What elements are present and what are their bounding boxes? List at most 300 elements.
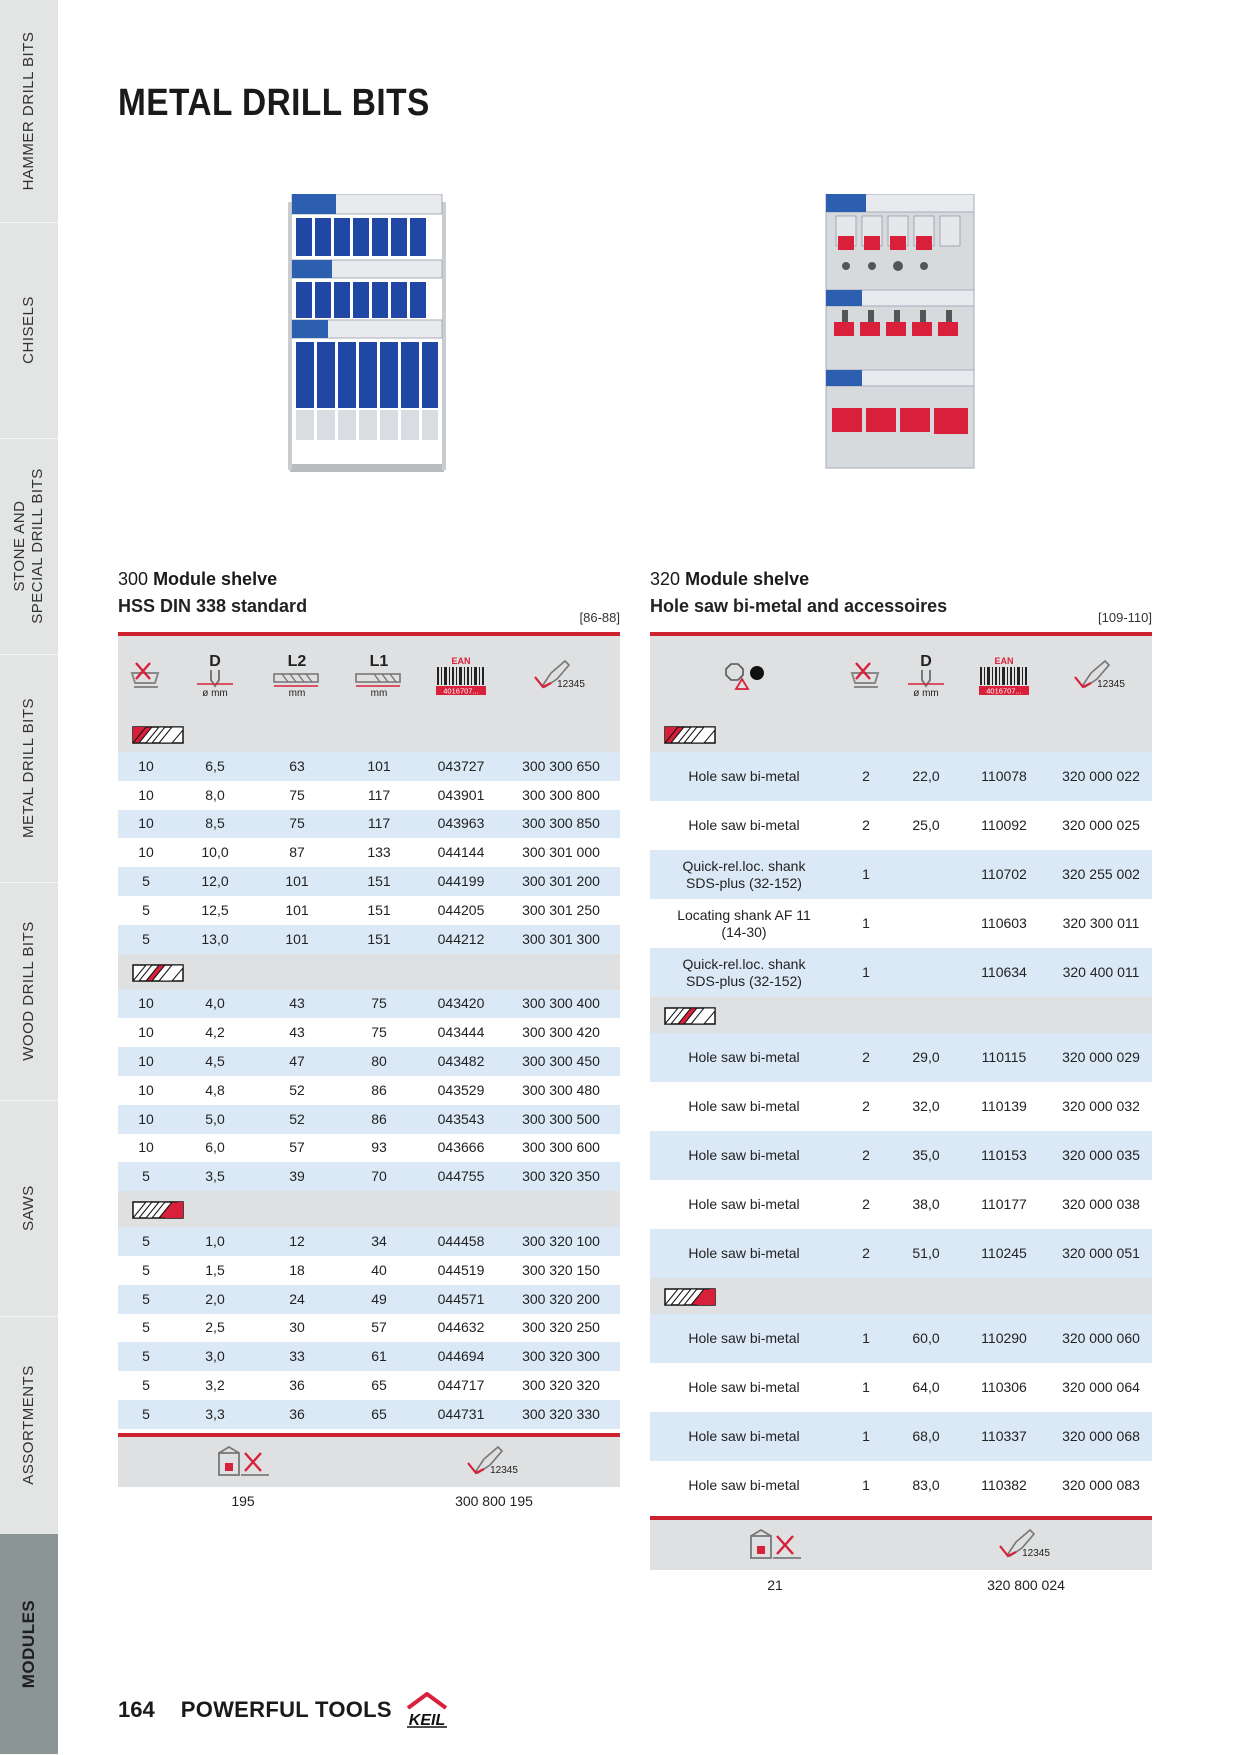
module-320-table-body — [650, 716, 1152, 1510]
ean-code: 044571 — [437, 1290, 485, 1307]
diameter — [894, 850, 958, 899]
article-number: 300 320 100 — [522, 1233, 600, 1250]
ean-code: 110177 — [981, 1196, 1027, 1212]
diameter: 68,0 — [912, 1428, 940, 1444]
tab-label: STONE AND SPECIAL DRILL BITS — [11, 468, 46, 624]
table-row — [118, 896, 620, 925]
ean-label: EAN — [451, 656, 471, 666]
total-length: 101 — [367, 757, 391, 774]
diameter: 4,8 — [205, 1081, 225, 1098]
page-footer — [118, 1692, 450, 1728]
ean-code: 043963 — [437, 815, 485, 832]
table-row — [650, 1314, 1152, 1363]
total-length: 40 — [371, 1261, 387, 1278]
pack-quantity: 5 — [142, 1290, 150, 1307]
flute-length: 75 — [289, 815, 305, 832]
flute-length: 52 — [289, 1081, 305, 1098]
ean-code: 110078 — [981, 768, 1027, 784]
page-reference: [86-88] — [579, 610, 620, 625]
diameter: 22,0 — [912, 768, 940, 784]
pack-quantity: 5 — [142, 873, 150, 890]
tab-label: ASSORTMENTS — [20, 1365, 37, 1485]
ean-code: 110634 — [981, 964, 1027, 980]
ean-code: 044694 — [437, 1348, 485, 1365]
cutter-type-icon — [132, 726, 184, 744]
diameter-header — [174, 636, 256, 716]
diameter: 35,0 — [912, 1147, 940, 1163]
article-number-label: 12345 — [1022, 1548, 1050, 1559]
pack-quantity: 5 — [142, 1261, 150, 1278]
article-number: 300 300 850 — [522, 815, 600, 832]
flute-length: 24 — [289, 1290, 305, 1307]
diameter: 38,0 — [912, 1196, 940, 1212]
table-row — [118, 1342, 620, 1371]
tab-chisels[interactable] — [0, 222, 58, 439]
product-name: Hole saw bi-metal — [688, 1245, 800, 1261]
article-number: 300 300 650 — [522, 757, 600, 774]
total-length: 34 — [371, 1233, 387, 1250]
total-length: 65 — [371, 1377, 387, 1394]
ean-code: 044212 — [437, 930, 485, 947]
tab-wood-drill-bits[interactable] — [0, 882, 58, 1101]
article-number-icon — [502, 636, 620, 716]
article-number-label: 12345 — [1097, 679, 1125, 690]
diameter: 64,0 — [912, 1379, 940, 1395]
page-title: METAL DRILL BITS — [118, 82, 430, 124]
total-length: 49 — [371, 1290, 387, 1307]
display-footer-header — [650, 1520, 1152, 1570]
diameter-unit: ø mm — [913, 687, 939, 699]
article-number: 300 320 250 — [522, 1319, 600, 1336]
tab-saws[interactable] — [0, 1100, 58, 1317]
ean-code: 043543 — [437, 1110, 485, 1127]
ean-prefix: 4016707... — [986, 686, 1022, 696]
module-name: Module shelve — [685, 569, 810, 589]
total-length: 70 — [371, 1168, 387, 1185]
pack-quantity: 5 — [142, 1168, 150, 1185]
ean-code: 044717 — [437, 1377, 485, 1394]
tab-stone-and-special-drill-bits[interactable] — [0, 438, 58, 655]
pack-quantity: 5 — [142, 1377, 150, 1394]
diameter — [894, 948, 958, 997]
pack-quantity: 10 — [138, 1053, 154, 1070]
article-number: 300 320 330 — [522, 1405, 600, 1422]
diameter: 60,0 — [912, 1330, 940, 1346]
table-row — [118, 781, 620, 810]
pack-quantity: 5 — [142, 1405, 150, 1422]
article-number: 320 000 064 — [1062, 1379, 1140, 1395]
flute-length: 39 — [289, 1168, 305, 1185]
diameter: 3,5 — [205, 1168, 225, 1185]
table-row — [118, 1285, 620, 1314]
table-row — [118, 990, 620, 1019]
table-row — [118, 1134, 620, 1163]
table-row — [650, 1461, 1152, 1510]
table-row — [650, 899, 1152, 948]
diameter: 4,2 — [205, 1024, 225, 1041]
module-name: Module shelve — [153, 569, 278, 589]
table-row — [118, 1047, 620, 1076]
table-row — [118, 1400, 620, 1429]
pack-quantity: 5 — [142, 1233, 150, 1250]
ean-code: 110153 — [981, 1147, 1027, 1163]
product-name: Hole saw bi-metal — [688, 1477, 800, 1493]
product-name: Hole saw bi-metal — [688, 1196, 800, 1212]
product-name: Hole saw bi-metal — [688, 1428, 800, 1444]
l2-header — [256, 636, 338, 716]
ean-code: 043444 — [437, 1024, 485, 1041]
section-subtitle: HSS DIN 338 standard — [118, 596, 308, 616]
drill-tip-icon — [906, 670, 946, 688]
ean-barcode-icon — [420, 636, 502, 716]
table-row — [650, 1131, 1152, 1180]
cutter-group-header — [118, 716, 620, 752]
product-name: Hole saw bi-metal — [688, 1147, 800, 1163]
article-number: 300 320 350 — [522, 1168, 600, 1185]
diameter: 8,5 — [205, 815, 225, 832]
flute-length: 101 — [285, 901, 309, 918]
ean-code: 044199 — [437, 873, 485, 890]
section-title — [118, 566, 620, 593]
table-row — [118, 1162, 620, 1191]
article-number: 320 255 002 — [1062, 866, 1140, 882]
article-number: 300 301 250 — [522, 901, 600, 918]
article-number: 300 300 500 — [522, 1110, 600, 1127]
article-number: 300 320 300 — [522, 1348, 600, 1365]
flute-length-icon — [272, 670, 322, 688]
article-number: 320 400 011 — [1062, 964, 1140, 980]
article-number: 320 000 060 — [1062, 1330, 1140, 1346]
display-quantity-icon — [650, 1520, 900, 1570]
article-number: 320 300 011 — [1062, 915, 1140, 931]
total-length: 75 — [371, 1024, 387, 1041]
flute-length: 43 — [289, 1024, 305, 1041]
display-quantity-icon — [118, 1437, 368, 1487]
ean-code: 043482 — [437, 1053, 485, 1070]
ean-code: 044632 — [437, 1319, 485, 1336]
total-length: 75 — [371, 995, 387, 1012]
tab-hammer-drill-bits[interactable] — [0, 0, 58, 223]
cutter-type-icon — [664, 726, 716, 744]
total-length: 80 — [371, 1053, 387, 1070]
diameter: 29,0 — [912, 1049, 940, 1065]
pack-quantity: 2 — [862, 1245, 870, 1261]
article-number: 320 000 022 — [1062, 768, 1140, 784]
diameter: 4,0 — [205, 995, 225, 1012]
diameter: 4,5 — [205, 1053, 225, 1070]
tab-label: METAL DRILL BITS — [20, 698, 37, 838]
diameter: 8,0 — [205, 786, 225, 803]
article-number-label: 12345 — [557, 679, 585, 690]
pack-quantity: 1 — [862, 1477, 870, 1493]
article-number: 320 000 029 — [1062, 1049, 1140, 1065]
diameter: 10,0 — [201, 844, 229, 861]
display-quantity: 21 — [767, 1576, 783, 1593]
flute-length: 36 — [289, 1405, 305, 1422]
flute-length: 87 — [289, 844, 305, 861]
total-length: 151 — [367, 873, 391, 890]
module-320-section — [650, 566, 1152, 1600]
pack-quantity: 10 — [138, 1110, 154, 1127]
tab-modules[interactable] — [0, 1534, 58, 1755]
flute-length: 63 — [289, 757, 305, 774]
product-name: Hole saw bi-metal — [688, 1330, 800, 1346]
article-number: 300 300 800 — [522, 786, 600, 803]
table-row — [650, 1033, 1152, 1082]
ean-code: 110702 — [981, 866, 1027, 882]
ean-code: 043727 — [437, 757, 485, 774]
total-length: 117 — [367, 786, 391, 803]
module-shelve-300-image — [284, 194, 450, 474]
article-number: 300 320 200 — [522, 1290, 600, 1307]
diameter-label: D — [920, 652, 932, 670]
ean-barcode-icon — [958, 636, 1050, 716]
cutter-group-header — [118, 954, 620, 990]
tab-assortments[interactable] — [0, 1316, 58, 1535]
tab-label: HAMMER DRILL BITS — [20, 31, 37, 191]
pack-quantity: 10 — [138, 844, 154, 861]
display-article-number-icon — [900, 1520, 1152, 1570]
ean-code: 110245 — [981, 1245, 1027, 1261]
ean-code: 110382 — [981, 1477, 1027, 1493]
ean-code: 044458 — [437, 1233, 485, 1250]
article-number: 300 301 000 — [522, 844, 600, 861]
footer-slogan: POWERFUL TOOLS — [180, 1697, 392, 1722]
diameter — [894, 899, 958, 948]
diameter: 3,2 — [205, 1377, 225, 1394]
table-row — [650, 1412, 1152, 1461]
article-number: 320 000 068 — [1062, 1428, 1140, 1444]
diameter: 5,0 — [205, 1110, 225, 1127]
article-number: 320 000 025 — [1062, 817, 1140, 833]
product-name: Hole saw bi-metal — [688, 1098, 800, 1114]
pack-quantity: 5 — [142, 1348, 150, 1365]
table-row — [118, 925, 620, 954]
table-header — [650, 636, 1152, 716]
l2-label: L2 — [287, 652, 307, 670]
table-row — [118, 1314, 620, 1343]
table-row — [118, 1227, 620, 1256]
diameter: 6,5 — [205, 757, 225, 774]
ean-code: 043529 — [437, 1081, 485, 1098]
flute-length: 43 — [289, 995, 305, 1012]
total-length: 86 — [371, 1110, 387, 1127]
cutter-type-icon — [132, 1201, 184, 1219]
table-row — [118, 838, 620, 867]
pack-quantity: 1 — [862, 1379, 870, 1395]
ean-code: 044519 — [437, 1261, 485, 1278]
ean-code: 043420 — [437, 995, 485, 1012]
diameter: 1,0 — [205, 1233, 225, 1250]
page-number: 164 — [118, 1697, 155, 1722]
pack-quantity: 1 — [862, 964, 870, 980]
article-number: 300 300 600 — [522, 1139, 600, 1156]
pack-quantity: 2 — [862, 1049, 870, 1065]
l1-header — [338, 636, 420, 716]
article-number: 300 300 400 — [522, 995, 600, 1012]
flute-length: 75 — [289, 786, 305, 803]
diameter: 32,0 — [912, 1098, 940, 1114]
flute-length: 36 — [289, 1377, 305, 1394]
module-number: 320 — [650, 569, 681, 589]
pack-quantity: 10 — [138, 786, 154, 803]
flute-length: 57 — [289, 1139, 305, 1156]
product-name: Hole saw bi-metal — [688, 1379, 800, 1395]
pack-quantity-icon — [838, 636, 894, 716]
diameter: 25,0 — [912, 817, 940, 833]
product-name: Quick-rel.loc. shank SDS-plus (32-152) — [682, 857, 806, 891]
product-name: Hole saw bi-metal — [688, 1049, 800, 1065]
ean-code: 110139 — [981, 1098, 1027, 1114]
diameter: 3,3 — [205, 1405, 225, 1422]
pack-quantity: 1 — [862, 866, 870, 882]
diameter: 12,0 — [201, 873, 229, 890]
ean-code: 110603 — [981, 915, 1027, 931]
flute-length: 101 — [285, 873, 309, 890]
flute-length: 101 — [285, 930, 309, 947]
cutter-type-icon — [664, 1007, 716, 1025]
diameter-label: D — [209, 652, 221, 670]
l1-unit: mm — [370, 687, 388, 699]
flute-length: 47 — [289, 1053, 305, 1070]
total-length: 93 — [371, 1139, 387, 1156]
ean-code: 044731 — [437, 1405, 485, 1422]
display-footer-values — [650, 1570, 1152, 1600]
tab-metal-drill-bits[interactable] — [0, 654, 58, 883]
section-title — [650, 566, 1152, 593]
ean-code: 110290 — [981, 1330, 1027, 1346]
tab-label: SAWS — [20, 1185, 37, 1231]
table-row — [650, 752, 1152, 801]
cutter-group-header — [118, 1191, 620, 1227]
pack-quantity: 1 — [862, 915, 870, 931]
pack-quantity: 10 — [138, 1139, 154, 1156]
article-number-icon — [1050, 636, 1152, 716]
product-name: Hole saw bi-metal — [688, 768, 800, 784]
brand-name: KEIL — [408, 1712, 446, 1728]
table-row — [650, 850, 1152, 899]
pack-quantity: 5 — [142, 1319, 150, 1336]
pack-quantity: 1 — [862, 1330, 870, 1346]
ean-code: 110337 — [981, 1428, 1027, 1444]
total-length: 151 — [367, 930, 391, 947]
flute-length: 12 — [289, 1233, 305, 1250]
keil-logo — [404, 1692, 450, 1728]
flute-length: 30 — [289, 1319, 305, 1336]
article-number: 300 320 150 — [522, 1261, 600, 1278]
pack-quantity: 2 — [862, 1147, 870, 1163]
table-row — [650, 1229, 1152, 1278]
pack-quantity: 1 — [862, 1428, 870, 1444]
total-length: 61 — [371, 1348, 387, 1365]
table-row — [118, 1018, 620, 1047]
article-number: 320 000 035 — [1062, 1147, 1140, 1163]
diameter: 51,0 — [912, 1245, 940, 1261]
cutter-type-icon — [664, 1288, 716, 1306]
article-number: 300 301 200 — [522, 873, 600, 890]
ean-code: 110306 — [981, 1379, 1027, 1395]
cutter-group-header — [650, 716, 1152, 752]
ean-label: EAN — [994, 656, 1014, 666]
module-300-table-body — [118, 716, 620, 1429]
diameter: 2,5 — [205, 1319, 225, 1336]
total-length: 117 — [367, 815, 391, 832]
pack-quantity: 2 — [862, 1098, 870, 1114]
display-article-number-icon — [368, 1437, 620, 1487]
table-row — [118, 1256, 620, 1285]
flute-length: 18 — [289, 1261, 305, 1278]
pack-quantity: 2 — [862, 768, 870, 784]
pack-quantity: 5 — [142, 901, 150, 918]
table-row — [118, 1371, 620, 1400]
article-number: 300 301 300 — [522, 930, 600, 947]
total-length: 151 — [367, 901, 391, 918]
pack-quantity: 10 — [138, 757, 154, 774]
article-number: 320 000 051 — [1062, 1245, 1140, 1261]
module-300-section — [118, 566, 620, 1517]
pack-quantity: 10 — [138, 815, 154, 832]
module-number: 300 — [118, 569, 149, 589]
pack-quantity: 10 — [138, 1081, 154, 1098]
l2-unit: mm — [288, 687, 306, 699]
diameter: 1,5 — [205, 1261, 225, 1278]
product-name: Locating shank AF 11 (14-30) — [677, 906, 811, 940]
table-row — [118, 1076, 620, 1105]
module-shelve-320-image — [822, 194, 978, 474]
article-number: 300 300 450 — [522, 1053, 600, 1070]
total-length: 133 — [367, 844, 391, 861]
total-length-icon — [354, 670, 404, 688]
pack-quantity: 2 — [862, 1196, 870, 1212]
diameter: 2,0 — [205, 1290, 225, 1307]
table-row — [650, 1180, 1152, 1229]
table-row — [650, 1363, 1152, 1412]
l1-label: L1 — [369, 652, 389, 670]
table-row — [118, 867, 620, 896]
display-article-number: 320 800 024 — [987, 1576, 1065, 1593]
table-row — [118, 1105, 620, 1134]
article-number: 300 320 320 — [522, 1377, 600, 1394]
table-row — [118, 810, 620, 839]
diameter: 6,0 — [205, 1139, 225, 1156]
table-row — [118, 752, 620, 781]
ean-code: 043901 — [437, 786, 485, 803]
table-row — [650, 948, 1152, 997]
table-row — [650, 801, 1152, 850]
ean-code: 044205 — [437, 901, 485, 918]
pack-quantity: 10 — [138, 995, 154, 1012]
ean-code: 044755 — [437, 1168, 485, 1185]
article-number-label: 12345 — [490, 1464, 518, 1476]
article-number: 300 300 420 — [522, 1024, 600, 1041]
product-name: Hole saw bi-metal — [688, 817, 800, 833]
total-length: 86 — [371, 1081, 387, 1098]
diameter-unit: ø mm — [202, 687, 228, 699]
pack-quantity: 10 — [138, 1024, 154, 1041]
cutter-type-icon — [132, 964, 184, 982]
product-name: Quick-rel.loc. shank SDS-plus (32-152) — [682, 955, 806, 989]
ean-prefix: 4016707... — [443, 686, 479, 696]
section-sidebar — [0, 0, 58, 1754]
ean-code: 110092 — [981, 817, 1027, 833]
article-number: 320 000 038 — [1062, 1196, 1140, 1212]
table-header — [118, 636, 620, 716]
tab-label: CHISELS — [20, 296, 37, 364]
diameter: 3,0 — [205, 1348, 225, 1365]
tab-label: WOOD DRILL BITS — [20, 921, 37, 1061]
section-subtitle: Hole saw bi-metal and accessoires — [650, 596, 948, 616]
ean-code: 044144 — [437, 844, 485, 861]
